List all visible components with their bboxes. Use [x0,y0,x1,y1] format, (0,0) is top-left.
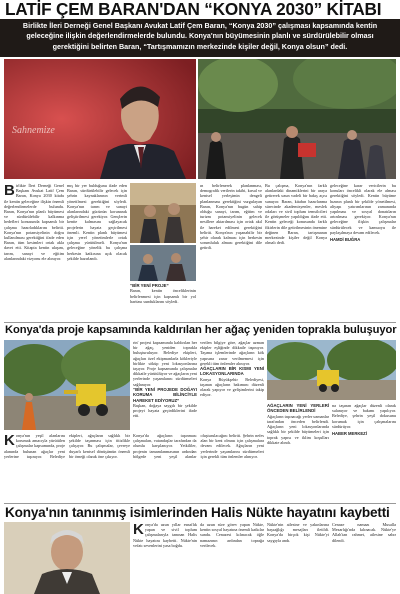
article1-lead-box [0,19,400,57]
article2-column-3 [267,403,329,499]
article3-col3-text: Nükte'nin ailesine ve yakınlarına başsağlığı mesajları iletildi. Konya'da birçok kişi Nükte'yi saygıyla andı. [267,522,329,543]
article3-column-4 [332,522,396,594]
article2-col2-text: verilen bilgiye göre, ağaçlar uzman ekipler eşliğinde dikkatle taşınıyor. Taşıma işlemlerinde ağaçların kök yapısına zarar verilmemesi için gerekli tüm önlemler alınıyor. [200,340,264,366]
article1-column-4 [200,183,262,319]
article1-main-photo [4,59,196,179]
article2-col4-text: na taşınan ağaçlar düzenli olarak sulanıyor ve bakımı yapılıyor. Belediye, şehrin yeşil dokusunu korumak için çalışmalarını sürdürüyor. [332,403,396,429]
article2-column-6 [133,433,264,499]
article2-col1-text-b: Başkan, doğaya saygılı bir şekilde projeyi hayata geçirdiklerini ifade etti. [133,403,197,419]
article3-portrait-photo [4,522,130,594]
article2-column-1 [133,340,197,430]
article1-lead: Birlikte İleri Derneği Genel Başkanı Avukat Latif Çem Baran, “Konya 2030” çalışması kapsamında kentin geleceğine ilişkin değerlendirmelerde bulundu. Konya'nın büyümesinin planlı ve sürdürülebilir olması gerektiğini belirten Baran, “Tartışmamızın merkezinde kişiler değil, Konya olsun” dedi. [22,21,378,51]
article1-col5-text: Bu çalışma, Konya'nın farklı alanlardaki dinamiklerini bir araya getirerek uzun vadeli bir bakış açısı sunuyor. Baran, kitabın hazırlanma sürecinde akademisyenler, meslek odaları ve sivil toplum temsilcileri ile görüşmeler yapıldığını ifade etti. Kentin geleceği konusunda farklı fikirlerin dile getirilmesinin önemine değinen Baran, tartışmanın merkezinde kişiler değil Konya olmalı dedi. [265,183,327,246]
article1-column-5 [265,183,327,319]
article1-col2-text: mış bir yer bulduğunu ifade eden Baran, sürdürülebilir gelecek için şehrin kaynaklarının verimli yönetilmesi gerektiğini söyledi. Konya'nın tarım ve sanayi alanlarındaki gücünün korunarak geliştirilmesi gerekiyor. Gençlerin kentte kalmasını sağlayacak projelerin hayata geçirilmesi önemli. Kentin planlı büyümesi için yerel yönetimlerle ortak çalışma yürütülmeli. Konya'nın geleceğine yönelik bu çalışma herkesin katkısına açık olacak şekilde hazırlandı. [67,183,127,261]
article3-column-3 [267,522,329,594]
dropcap-2: K [4,433,15,449]
article2-col1-text: rin' projesi kapsamında kaldırılan her bir ağaç, yeniden toprakla buluşturuluyor. Belediye ekipleri, ağaçları özel ekipmanlarla kökleriyle birlikte söküp yeni lokasyonlarına taşıyor. Proje kapsamında çalışmalar dikkatle yürütülüyor ve ağaçların yeni yerlerinde yaşamlarını sürdürmeleri sağlanıyor. [133,340,197,387]
article2-col5-text: onya'nın yeşil alanlarını korumak amacıyla yürütülen çalışmalar kapsamında, proje alanında bulunan ağaçlar yeni yerlerine taşınıyor. Belediye ekipleri, ağaçların sağlıklı bir şekilde taşınması için titizlikle çalışıyor. Bu çalışmalar, çevreye duyarlı kentsel dönüşümün önemli bir örneği olarak öne çıkıyor. [4,433,130,459]
article2-headline: Konya'da proje kapsamında kaldırılan her ağaç yeniden toprakla buluşuyor [5,324,397,336]
article3-column-1 [133,522,197,594]
article3-col2-text: da uzun süre görev yapan Nükte, kentin sosyal hayatına önemli katkılar sundu. Cenazesi kılınacak öğle namazının ardından toprağa verilecek. [200,522,264,548]
article2-column-4 [332,403,396,499]
article2-col6-text: Konya'da ağaçların taşınması çalışmaları, vatandaşlar tarafından da olumlu karşılanıyor. Yetkililer, projenin tamamlanmasının ardından bölgede yeni yeşil alanlar oluşturulacağını belirtti. Şehrin nefes alan bir kent olması için çalışmalara devam edilecek. Ağaçların yeni yerlerinde yaşamlarını sürdürmeleri için gerekli tüm önlemler alınıyor. [133,433,264,459]
article1-small-photo-1 [130,183,196,243]
article1-column-3 [130,283,196,319]
article2-column-5 [4,433,130,499]
article3-col1-text: onya'da uzun yıllar esnaflık yapan ve sivil toplum çalışmalarıyla tanınan Halis Nükte hayatını kaybetti. Nükte'nin vefatı sevenlerini yasa boğdu. [133,522,197,548]
article1-col6-text: geleceğine karar vericilerin bu konuları öncelikli olarak ele alması gerektiğini söyledi. Kentin büyüme hızının planlı bir şekilde yönetilmesi, altyapı yatırımlarının zamanında yapılması ve sosyal donatıların artırılması gerekiyor. Konya'nın geleceğine ilişkin çalışmalar sürdürülecek ve kamuoyu ile paylaşılmaya devam edilecek. [330,183,396,235]
article2-photo-1 [4,340,130,430]
article1-column-2 [67,183,127,319]
article1-photo-caption: Sahnemize [12,125,55,136]
article2-byline: HABER MERKEZİ [332,431,367,437]
article2-photo-2 [267,340,396,400]
article1-byline: HAMDİ BUĞRA [330,237,361,243]
dropcap-3: K [133,522,144,538]
article2-sub3: AĞAÇLARIN YENİ YERLERİ ÖNCEDEN BELİRLENDİ [267,403,329,414]
article1-event-photo [198,59,396,179]
article1-sub1: “BİR YENİ PROJE” [130,283,169,288]
article1-column-1 [4,183,64,319]
article1-small-photo-2 [130,245,196,281]
article2-col3-text: Ağaçların taşınacağı yerler uzmanlar tarafından önceden belirlendi. Ağaçların yeni lokasyonlarında sağlıklı bir şekilde büyümeleri için toprak yapısı ve iklim koşulları dikkate alındı. [267,413,329,445]
article1-col4-text: ın belirlenerek planlanması, demografik verilerin takibi, kırsal ve kentsel yerleşimin dengeli planlanması gerektiğini vurgulayan Baran, Konya'nın bugün sahip olduğu sanayi, tarım, eğitim ve turizm potansiyelinin gelecek nesillere aktarılması için ortak akıl ile hareket edilmesi gerektiğini belirtti. Konya'nın yaşanabilir bir şehir olarak kalması için herkesin sorumluluk alması gerektiğini dile getirdi. [200,183,262,251]
article3-column-2 [200,522,264,594]
article2-sub2: AĞAÇLARIN BİR KISMI YENİ LOKASYONLARINDA [200,366,264,377]
article1-col1-text: irlikte İleri Derneği Genel Başkanı Avukat Latif Çem Baran, Konya 2030 kitabı ile kentin geleceğine ilişkin önemli değerlendirmelerde bulundu. Baran, Konya'nın planlı büyümesi ve sürdürülebilir kalkınma hedefleri konusunda kapsamlı bir çalışma hazırladıklarını belirtti. Konya'nın potansiyelinin doğru kullanılması gerektiğini ifade eden Baran, tüm kesimleri ortak akla davet etti. Kitapta kentin ulaşım, tarım, sanayi ve eğitim alanlarındaki vizyonu ele alınıyor. [4,183,64,261]
article3-headline: Konya'nın tanınmış isimlerinden Halis Nükte hayatını kaybetti [5,505,390,520]
dropcap: B [4,183,15,199]
article1-col3-text: Baran, kentin önceliklerinin belirlenmesi için kapsamlı bir yol haritası sunduklarını söyledi. [130,288,196,304]
article2-col2-text-b: Konya Büyükşehir Belediyesi, taşınan ağaçların bakımını düzenli olarak yapıyor ve gelişimlerini takip ediyor. [200,376,264,398]
article1-column-6 [330,183,396,319]
article2-column-2 [200,340,264,430]
article2-sub1: “BİR YENİ PROJEDE DOĞAYI KORUMA BİLİNCİYLE HAREKET EDİYORUZ” [133,386,197,403]
article1-headline: LATİF ÇEM BARAN'DAN “KONYA 2030” KİTABI [5,0,382,19]
article3-col4-text: Cenaze namazı Musalla Mezarlığı'nda kılınacak. Nükte'ye Allah'tan rahmet, ailesine sabır dilendi. [332,522,396,543]
